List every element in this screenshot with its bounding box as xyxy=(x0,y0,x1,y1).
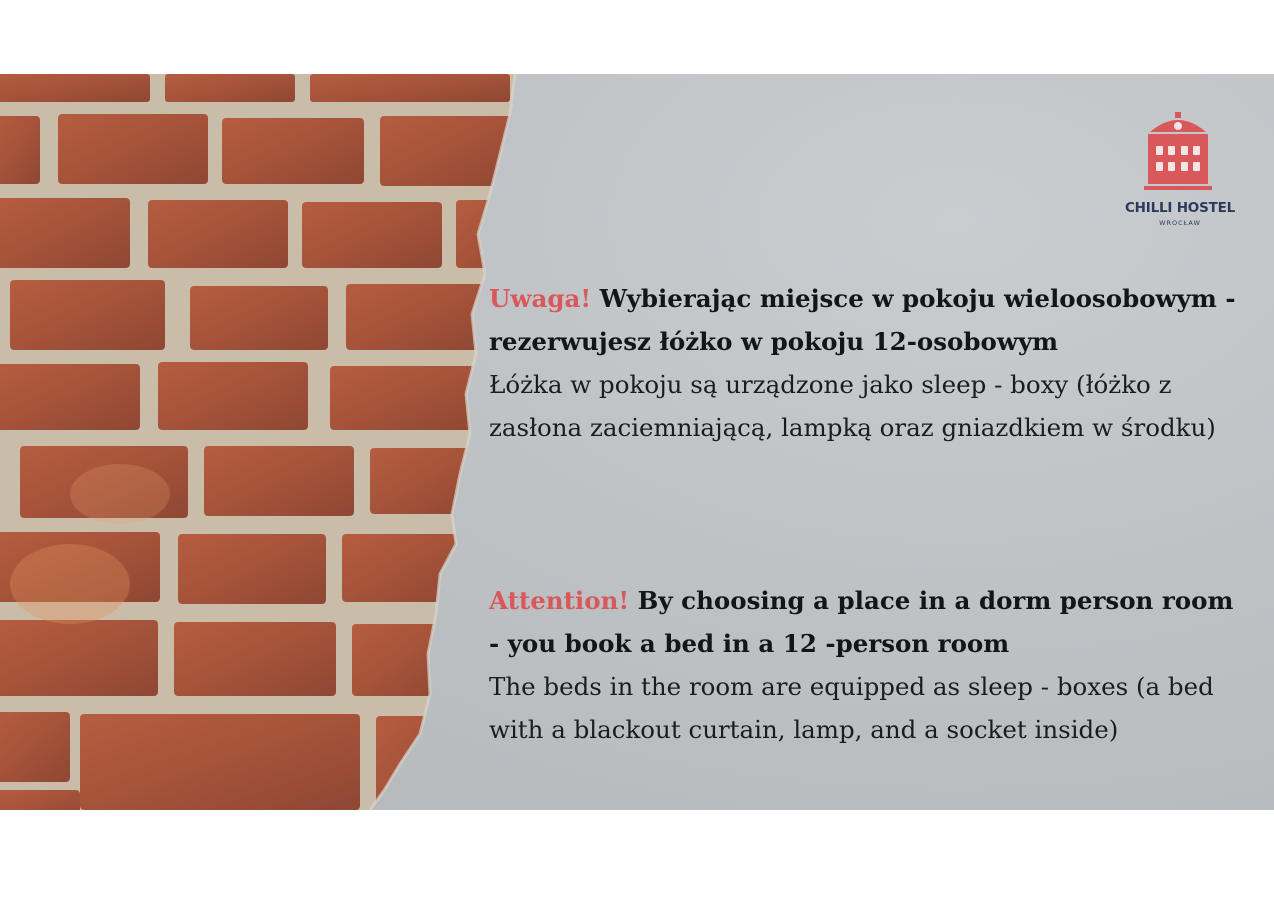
brick-wall-image xyxy=(0,74,560,810)
polish-accent-label: Uwaga! xyxy=(489,284,592,313)
english-heading: By choosing a place in a dorm person room - you book a bed in a 12 -person room xyxy=(489,586,1234,658)
english-accent-label: Attention! xyxy=(489,586,630,615)
polish-notice xyxy=(489,277,1249,449)
english-notice xyxy=(489,579,1249,751)
polish-body: Łóżka w pokoju są urządzone jako sleep - boxy (łóżko z zasłona zaciemniającą, lampką oraz gniazdkiem w środku) xyxy=(489,370,1216,442)
building-icon xyxy=(1142,112,1214,192)
logo-name: CHILLI HOSTEL xyxy=(1124,200,1236,216)
chilli-hostel-logo xyxy=(1118,112,1242,232)
polish-heading: Wybierając miejsce w pokoju wieloosobowym - rezerwujesz łóżko w pokoju 12-osobowym xyxy=(489,284,1236,356)
english-body: The beds in the room are equipped as sleep - boxes (a bed with a blackout curtain, lamp, and a socket inside) xyxy=(489,672,1214,744)
hostel-banner xyxy=(0,74,1274,810)
logo-city: WROCŁAW xyxy=(1159,219,1201,227)
